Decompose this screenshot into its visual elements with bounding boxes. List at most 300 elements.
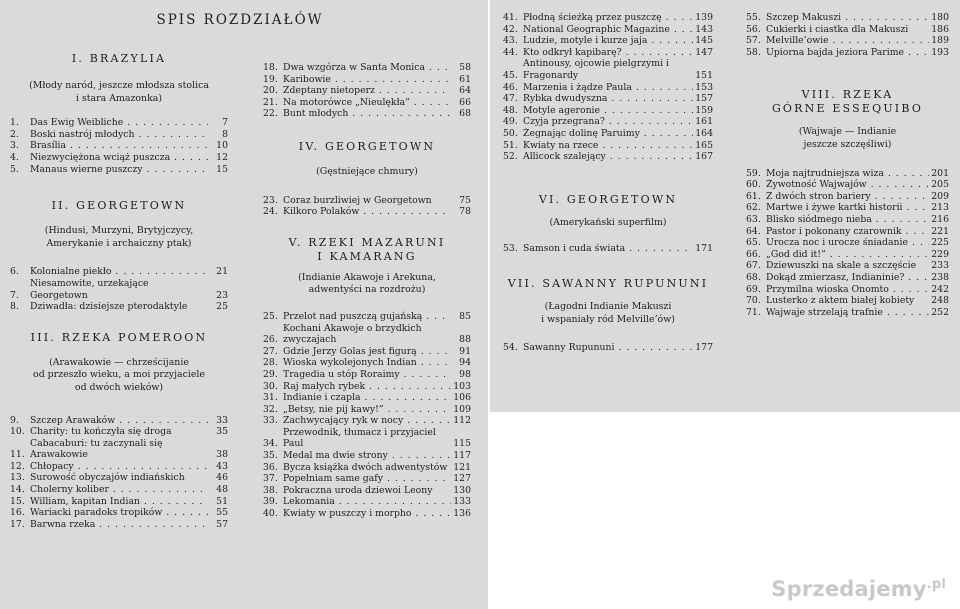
page-number: 21 — [216, 266, 228, 278]
chapter-title: Przewodnik, tłumacz i przyjaciel Paul — [283, 426, 436, 450]
chapter-title: Niezwyciężona wciąż puszcza . . . — [30, 152, 208, 164]
chapter-number: 13. — [10, 472, 25, 484]
chapter-title: „God did it!” . . . — [766, 249, 929, 261]
chapter-title: Raj małych rybek . . . — [283, 381, 451, 393]
chapter-number: 14. — [10, 484, 25, 496]
chapter-number: 70. — [746, 295, 761, 307]
toc-entry — [263, 392, 471, 404]
toc-column-3 — [503, 12, 713, 354]
section-heading — [746, 88, 949, 116]
toc-entry — [746, 284, 949, 296]
toc-entry — [263, 415, 471, 427]
page-number: 189 — [931, 35, 949, 47]
chapter-title: Boski nastrój młodych . . . — [30, 129, 208, 141]
chapter-title: Blisko siódmego nieba . . . — [766, 214, 929, 226]
page-number: 153 — [695, 81, 713, 93]
toc-entry — [503, 342, 713, 354]
section-subtitle — [10, 225, 228, 250]
chapter-title: Zachwycający ryk w nocy . . . — [283, 415, 451, 427]
toc-entry — [746, 191, 949, 203]
toc-entry — [746, 272, 949, 284]
chapter-number: 17. — [10, 518, 25, 530]
toc-entry — [746, 179, 949, 191]
chapter-number: 60. — [746, 179, 761, 191]
toc-entry — [746, 260, 949, 272]
chapter-number: 29. — [263, 368, 278, 380]
watermark-logo — [771, 577, 946, 601]
chapter-title: Dokąd zmierzasz, Indianinie? . . . — [766, 272, 929, 284]
section-heading — [503, 277, 713, 291]
chapter-number: 64. — [746, 225, 761, 237]
chapter-title: Medal ma dwie strony . . . — [283, 450, 451, 462]
chapter-title: National Geographic Magazine . . . — [523, 24, 693, 36]
chapter-title: Żegnając dolinę Paruimy . . . — [523, 128, 693, 140]
chapter-number: 11. — [10, 449, 25, 461]
chapter-number: 55. — [746, 12, 761, 23]
chapter-title: Szczep Arawaków . . . — [30, 415, 208, 427]
page-number: 68 — [459, 108, 471, 120]
subtitle-line: (Amerykański superfilm) — [549, 216, 667, 228]
page-number: 43 — [216, 460, 228, 472]
section-heading-line: II. GEORGETOWN — [51, 199, 187, 213]
page-number: 55 — [216, 507, 228, 519]
section-heading-line: VIII. RZEKA — [801, 88, 894, 102]
chapter-number: 5. — [10, 163, 19, 175]
chapter-title: Barwna rzeka . . . — [30, 519, 208, 531]
section-heading-line: III. RZEKA POMEROON — [30, 330, 208, 344]
page-number: 121 — [453, 461, 471, 473]
section-subtitle — [263, 166, 471, 179]
page-number: 61 — [459, 73, 471, 85]
page-number: 15 — [216, 163, 228, 175]
chapter-number: 6. — [10, 266, 19, 278]
page-number: 109 — [453, 403, 471, 415]
page-number: 248 — [931, 295, 949, 307]
right-page — [490, 0, 960, 412]
toc-entry — [503, 105, 713, 117]
page-number: 23 — [216, 289, 228, 301]
toc-entry — [746, 47, 949, 59]
page-number: 10 — [216, 140, 228, 152]
chapter-title: Tragedia u stóp Roraimy . . . — [283, 369, 451, 381]
toc-entry — [10, 472, 228, 484]
toc-entry — [503, 243, 713, 255]
toc-column-4 — [746, 12, 949, 318]
chapter-number: 25. — [263, 310, 278, 322]
toc-entry — [10, 140, 228, 152]
chapter-title: Z dwóch stron bariery . . . — [766, 191, 929, 203]
chapter-title: Ludzie, motyle i kurze jaja . . . — [523, 35, 693, 47]
chapter-title: Kilkoro Polaków . . . — [283, 206, 451, 218]
chapter-title: Urocza noc i urocze śniadanie . . . — [766, 237, 929, 249]
page-number: 48 — [216, 484, 228, 496]
chapter-number: 56. — [746, 23, 761, 35]
toc-entry — [263, 496, 471, 508]
chapter-number: 33. — [263, 415, 278, 427]
toc-column-1 — [10, 52, 228, 530]
page-number: 177 — [695, 342, 713, 354]
chapter-title: Moja najtrudniejsza wiza . . . — [766, 168, 929, 180]
page-number: 180 — [931, 12, 949, 23]
toc-entry — [503, 151, 713, 163]
chapter-number: 43. — [503, 35, 518, 47]
toc-entry — [10, 117, 228, 129]
chapter-title: Martwe i żywe kartki historii . . . — [766, 202, 929, 214]
chapter-number: 22. — [263, 108, 278, 120]
chapter-title: Manaus wierne puszczy . . . — [30, 164, 208, 176]
toc-entry — [10, 507, 228, 519]
page-number: 85 — [459, 310, 471, 322]
page-number: 46 — [216, 472, 228, 484]
page-number: 164 — [695, 127, 713, 139]
chapter-title: Dwa wzgórza w Santa Monica . . . — [283, 62, 451, 74]
page-number: 161 — [695, 116, 713, 128]
chapter-number: 35. — [263, 450, 278, 462]
section-subtitle — [503, 301, 713, 326]
page-number: 133 — [453, 496, 471, 508]
toc-entry — [746, 12, 949, 24]
chapter-number: 68. — [746, 271, 761, 283]
toc-entry — [263, 381, 471, 393]
page-number: 12 — [216, 151, 228, 163]
chapter-title: Zdeptany nietoperz . . . — [283, 85, 451, 97]
subtitle-line: (Wajwaje — Indianie — [798, 126, 897, 138]
chapter-number: 18. — [263, 62, 278, 73]
chapter-number: 1. — [10, 117, 19, 129]
chapter-number: 36. — [263, 461, 278, 473]
chapter-title: Przymilna wioska Onomto . . . — [766, 284, 929, 296]
chapter-title: Szczep Makuszi . . . — [766, 12, 929, 24]
section-subtitle — [503, 217, 713, 230]
page-number: 221 — [931, 225, 949, 237]
toc-entry — [503, 82, 713, 94]
page-number: 94 — [459, 357, 471, 369]
subtitle-line: (Arawakowie — chrześcijanie — [49, 356, 189, 368]
toc-entry — [263, 206, 471, 218]
chapter-number: 65. — [746, 237, 761, 249]
chapter-number: 26. — [263, 334, 278, 346]
page-number: 115 — [453, 438, 471, 450]
chapter-title: Kwiaty w puszczy i morpho . . . — [283, 508, 451, 520]
chapter-title: Cholerny koliber . . . — [30, 484, 208, 496]
chapter-title: William, kapitan Indian . . . — [30, 496, 208, 508]
page-number: 225 — [931, 237, 949, 249]
chapter-title: Dziewuszki na skale a szczęście — [766, 260, 917, 272]
toc-entry — [746, 214, 949, 226]
chapter-title: Indianie i czapla . . . — [283, 392, 451, 404]
page-number: 171 — [695, 243, 713, 255]
page-number: 157 — [695, 93, 713, 105]
toc-entry — [746, 24, 949, 36]
chapter-number: 30. — [263, 380, 278, 392]
toc-entry — [263, 369, 471, 381]
subtitle-line: Amerykanie i archaiczny ptak) — [46, 237, 192, 249]
chapter-number: 54. — [503, 342, 518, 354]
page-number: 205 — [931, 179, 949, 191]
chapter-number: 38. — [263, 484, 278, 496]
chapter-number: 15. — [10, 495, 25, 507]
chapter-number: 21. — [263, 96, 278, 108]
chapter-title: Wioska wykolejonych Indian . . . — [283, 357, 451, 369]
toc-entry — [263, 450, 471, 462]
chapter-number: 27. — [263, 345, 278, 357]
chapter-number: 31. — [263, 392, 278, 404]
chapter-number: 57. — [746, 35, 761, 47]
toc-entry — [10, 301, 228, 313]
chapter-number: 40. — [263, 508, 278, 520]
chapter-title: Popełniam same gafy . . . — [283, 473, 451, 485]
subtitle-line: (Indianie Akawoje i Arekuna, — [298, 271, 436, 283]
chapter-title: Lusterko z aktem białej kobiety — [766, 295, 915, 307]
toc-entry — [10, 278, 228, 301]
page-number: 233 — [931, 260, 949, 272]
section-heading — [263, 140, 471, 154]
chapter-title: Wariacki paradoks tropików . . . — [30, 507, 208, 519]
chapter-title: Melville’owie . . . — [766, 35, 929, 47]
subtitle-line: (Łagodni Indianie Makuszi — [544, 300, 672, 312]
section-heading-line: I. BRAZYLIA — [71, 52, 167, 65]
chapter-number: 67. — [746, 260, 761, 272]
page-title: SPIS ROZDZIAŁÓW — [156, 12, 324, 28]
toc-entry — [263, 108, 471, 120]
page-number: 165 — [695, 139, 713, 151]
page-number: 159 — [695, 104, 713, 116]
section-heading — [503, 193, 713, 207]
toc-entry — [10, 461, 228, 473]
page-number: 8 — [222, 128, 228, 140]
section-heading — [10, 52, 228, 66]
chapter-number: 66. — [746, 248, 761, 260]
chapter-number: 47. — [503, 93, 518, 105]
chapter-title: Das Ewig Weibliche . . . — [30, 117, 208, 129]
chapter-title: „Betsy, nie pij kawy!” . . . — [283, 404, 451, 416]
chapter-number: 32. — [263, 403, 278, 415]
subtitle-line: od przeszło wieku, a moi przyjaciele — [33, 369, 205, 381]
page-number: 75 — [459, 194, 471, 206]
page-number: 127 — [453, 473, 471, 485]
chapter-title: Płodną ścieżką przez puszczę . . . — [523, 12, 693, 24]
toc-entry — [263, 323, 471, 346]
toc-entry — [263, 311, 471, 323]
toc-entry — [10, 152, 228, 164]
toc-entry — [746, 226, 949, 238]
subtitle-line: adwentyści na rozdrożu) — [308, 284, 426, 296]
section-heading — [10, 199, 228, 213]
chapter-number: 59. — [746, 167, 761, 179]
subtitle-line: (Hindusi, Murzyni, Brytyjczycy, — [44, 225, 194, 237]
subtitle-line: i wspaniały ród Melville’ów) — [541, 313, 675, 325]
chapter-title: Kochani Akawoje o brzydkich zwyczajach — [283, 322, 422, 346]
chapter-title: Allicock szalejący . . . — [523, 151, 693, 163]
chapter-number: 52. — [503, 151, 518, 163]
chapter-number: 63. — [746, 213, 761, 225]
page-number: 58 — [459, 62, 471, 73]
chapter-number: 41. — [503, 12, 518, 23]
chapter-number: 71. — [746, 306, 761, 318]
toc-entry — [503, 47, 713, 59]
watermark-suffix: .pl — [926, 577, 946, 592]
page-number: 167 — [695, 151, 713, 163]
chapter-number: 12. — [10, 460, 25, 472]
chapter-title: Gdzie Jerzy Golas jest figurą . . . — [283, 346, 451, 358]
page-number: 88 — [459, 334, 471, 346]
chapter-title: Cukierki i ciastka dla Makuszi — [766, 23, 909, 35]
chapter-number: 4. — [10, 151, 19, 163]
page-number: 117 — [453, 450, 471, 462]
page-number: 35 — [216, 426, 228, 438]
subtitle-line: jeszcze szczęśliwi) — [803, 138, 892, 150]
chapter-number: 49. — [503, 116, 518, 128]
toc-entry — [263, 346, 471, 358]
chapter-number: 2. — [10, 128, 19, 140]
chapter-number: 28. — [263, 357, 278, 369]
toc-entry — [746, 168, 949, 180]
toc-entry — [263, 485, 471, 497]
chapter-title: Kolonialne piekło . . . — [30, 266, 208, 278]
toc-entry — [746, 307, 949, 319]
chapter-number: 10. — [10, 426, 25, 438]
toc-entry — [263, 404, 471, 416]
section-heading — [263, 236, 471, 264]
chapter-title: Lekomania . . . — [283, 496, 451, 508]
chapter-title: Charity: tu kończyła się droga — [30, 426, 172, 438]
watermark-text: Sprzedajemy — [771, 577, 927, 601]
toc-entry — [10, 496, 228, 508]
chapter-title: Karibowie . . . — [283, 74, 451, 86]
chapter-title: Bycza książka dwóch adwentystów — [283, 461, 448, 473]
toc-entry — [263, 74, 471, 86]
toc-entry — [746, 237, 949, 249]
chapter-number: 42. — [503, 23, 518, 35]
page-number: 143 — [695, 23, 713, 35]
page-number: 229 — [931, 248, 949, 260]
page-number: 98 — [459, 368, 471, 380]
chapter-number: 50. — [503, 127, 518, 139]
toc-entry — [263, 85, 471, 97]
page-number: 33 — [216, 414, 228, 426]
chapter-number: 39. — [263, 496, 278, 508]
section-heading-line: GÓRNE ESSEQUIBO — [771, 102, 924, 116]
chapter-title: Surowość obyczajów indiańskich — [30, 472, 185, 484]
chapter-title: Rybka dwudyszna . . . — [523, 93, 693, 105]
toc-entry — [503, 24, 713, 36]
chapter-title: Przelot nad puszczą gujańską . . . — [283, 311, 451, 323]
subtitle-line: i stara Amazonka) — [76, 92, 162, 104]
chapter-number: 23. — [263, 194, 278, 206]
toc-entry — [263, 357, 471, 369]
page-number: 136 — [453, 508, 471, 520]
chapter-title: Dziwadła: dzisiejsze pterodaktyle — [30, 301, 188, 313]
chapter-number: 24. — [263, 206, 278, 218]
page-number: 130 — [453, 484, 471, 496]
page-number: 242 — [931, 283, 949, 295]
toc-entry — [746, 295, 949, 307]
chapter-number: 45. — [503, 69, 518, 81]
chapter-title: Sawanny Rupununi . . . — [523, 342, 693, 354]
page-number: 91 — [459, 345, 471, 357]
chapter-title: Niesamowite, urzekające Georgetown — [30, 277, 149, 301]
toc-entry — [503, 128, 713, 140]
toc-entry — [263, 195, 471, 207]
chapter-title: Na motorówce „Nieulękła” . . . — [283, 97, 451, 109]
chapter-number: 48. — [503, 104, 518, 116]
chapter-number: 44. — [503, 46, 518, 58]
chapter-title: Kto odkrył kapibarę? . . . — [523, 47, 693, 59]
chapter-title: Wajwaje strzelają trafnie . . . — [766, 307, 929, 319]
section-heading-line: VI. GEORGETOWN — [538, 192, 678, 206]
toc-entry — [503, 12, 713, 24]
section-heading-line: VII. SAWANNY RUPUNUNI — [507, 276, 709, 290]
chapter-title: Cabacaburi: tu zaczynali się Arawakowie — [30, 437, 163, 461]
section-heading-line: V. RZEKI MAZARUNI — [288, 235, 446, 249]
toc-entry — [263, 62, 471, 74]
section-subtitle — [10, 357, 228, 395]
page-number: 145 — [695, 35, 713, 47]
chapter-number: 8. — [10, 301, 19, 313]
chapter-number: 19. — [263, 73, 278, 85]
chapter-title: Kwiaty na rzece . . . — [523, 140, 693, 152]
chapter-number: 20. — [263, 85, 278, 97]
chapter-number: 53. — [503, 243, 518, 255]
page-number: 238 — [931, 271, 949, 283]
chapter-number: 58. — [746, 46, 761, 58]
page-number: 193 — [931, 46, 949, 58]
section-subtitle — [263, 272, 471, 297]
toc-entry — [503, 58, 713, 81]
chapter-number: 69. — [746, 283, 761, 295]
section-subtitle — [10, 80, 228, 105]
toc-entry — [10, 426, 228, 438]
page-number: 186 — [931, 23, 949, 35]
toc-entry — [503, 140, 713, 152]
page-number: 139 — [695, 12, 713, 23]
page-number: 38 — [216, 449, 228, 461]
page-number: 66 — [459, 96, 471, 108]
chapter-title: Brasília . . . — [30, 140, 208, 152]
chapter-title: Chłopacy . . . — [30, 461, 208, 473]
chapter-number: 7. — [10, 289, 19, 301]
section-heading-line: I KAMARANG — [317, 249, 417, 263]
toc-entry — [746, 202, 949, 214]
toc-column-2 — [263, 62, 471, 520]
toc-entry — [10, 438, 228, 461]
subtitle-line: (Młody naród, jeszcze młodsza stolica — [29, 80, 209, 91]
chapter-number: 46. — [503, 81, 518, 93]
section-heading-line: IV. GEORGETOWN — [298, 139, 436, 153]
toc-entry — [503, 116, 713, 128]
page-number: 51 — [216, 495, 228, 507]
toc-entry — [263, 508, 471, 520]
chapter-number: 61. — [746, 190, 761, 202]
page-number: 209 — [931, 190, 949, 202]
page-number: 106 — [453, 392, 471, 404]
toc-entry — [10, 129, 228, 141]
chapter-title: Antinousy, ojcowie pielgrzymi i Fragonardy — [523, 58, 670, 81]
chapter-title: Samson i cuda świata . . . — [523, 243, 693, 255]
chapter-number: 9. — [10, 414, 19, 426]
chapter-number: 51. — [503, 139, 518, 151]
page-number: 201 — [931, 167, 949, 179]
chapter-title: Marzenia i żądze Paula . . . — [523, 82, 693, 94]
page-number: 147 — [695, 46, 713, 58]
toc-entry — [746, 249, 949, 261]
chapter-title: Motyle ageronie . . . — [523, 105, 693, 117]
chapter-title: Pastor i pokonany czarownik . . . — [766, 226, 929, 238]
chapter-number: 16. — [10, 507, 25, 519]
subtitle-line: od dwóch wieków) — [74, 381, 164, 393]
page-number: 213 — [931, 202, 949, 214]
chapter-title: Czyja przegrana? . . . — [523, 116, 693, 128]
